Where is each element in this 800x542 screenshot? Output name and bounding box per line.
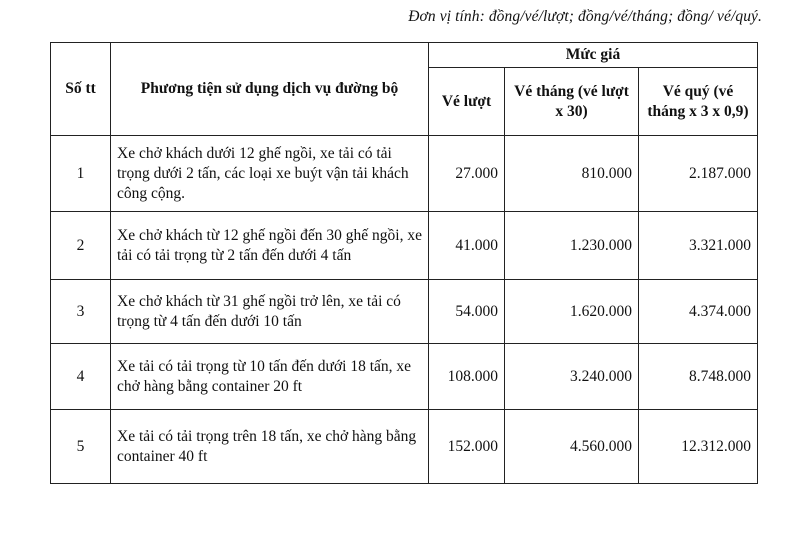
row-vehicle: Xe chở khách từ 12 ghế ngồi đến 30 ghế ngồi, xe tải có tải trọng từ 2 tấn đến dưới 4 tấn (111, 212, 429, 280)
row-per-trip: 54.000 (429, 280, 505, 344)
row-quarterly: 3.321.000 (639, 212, 758, 280)
row-per-trip: 152.000 (429, 410, 505, 484)
row-quarterly: 4.374.000 (639, 280, 758, 344)
row-monthly: 3.240.000 (505, 344, 639, 410)
header-monthly: Vé tháng (vé lượt x 30) (505, 68, 639, 136)
table-row (51, 136, 758, 212)
row-monthly: 810.000 (505, 136, 639, 212)
row-per-trip: 27.000 (429, 136, 505, 212)
row-stt: 3 (51, 280, 111, 344)
header-price-group: Mức giá (429, 43, 758, 68)
row-stt: 4 (51, 344, 111, 410)
row-monthly: 1.230.000 (505, 212, 639, 280)
row-monthly: 1.620.000 (505, 280, 639, 344)
row-stt: 1 (51, 136, 111, 212)
row-stt: 2 (51, 212, 111, 280)
row-vehicle: Xe chở khách dưới 12 ghế ngồi, xe tải có tải trọng dưới 2 tấn, các loại xe buýt vận tải khách công cộng. (111, 136, 429, 212)
row-per-trip: 41.000 (429, 212, 505, 280)
header-per-trip: Vé lượt (429, 68, 505, 136)
row-stt: 5 (51, 410, 111, 484)
row-vehicle: Xe chở khách từ 31 ghế ngồi trở lên, xe tải có trọng từ 4 tấn đến dưới 10 tấn (111, 280, 429, 344)
header-vehicle: Phương tiện sử dụng dịch vụ đường bộ (111, 43, 429, 136)
row-quarterly: 12.312.000 (639, 410, 758, 484)
header-stt: Số tt (51, 43, 111, 136)
table-row (51, 344, 758, 410)
table-row (51, 212, 758, 280)
row-monthly: 4.560.000 (505, 410, 639, 484)
header-row (51, 43, 758, 68)
header-quarterly: Vé quý (vé tháng x 3 x 0,9) (639, 68, 758, 136)
table-row (51, 410, 758, 484)
table-row (51, 280, 758, 344)
unit-note: Đơn vị tính: đồng/vé/lượt; đồng/vé/tháng; đồng/ vé/quý. (408, 8, 762, 25)
fee-table (50, 42, 758, 484)
row-vehicle: Xe tải có tải trọng trên 18 tấn, xe chở hàng bằng container 40 ft (111, 410, 429, 484)
row-vehicle: Xe tải có tải trọng từ 10 tấn đến dưới 18 tấn, xe chở hàng bằng container 20 ft (111, 344, 429, 410)
row-per-trip: 108.000 (429, 344, 505, 410)
row-quarterly: 8.748.000 (639, 344, 758, 410)
row-quarterly: 2.187.000 (639, 136, 758, 212)
